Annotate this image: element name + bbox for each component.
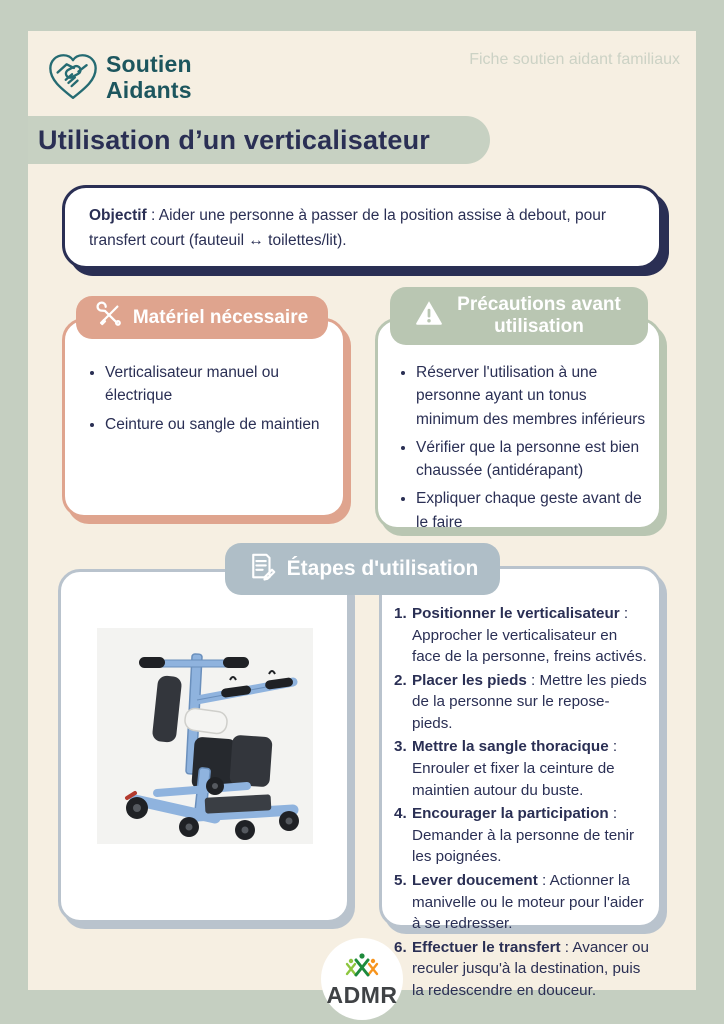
steps-list: [394, 603, 649, 1001]
list-item: • Vérifier que la personne est bien chaussée (antidérapant): [416, 436, 647, 483]
step-item: 4. Encourager la participation : Demander à la personne de tenir les poignées.: [394, 805, 635, 866]
header-note: Fiche soutien aidant familiaux: [469, 51, 680, 68]
precautions-header: [390, 287, 648, 345]
document-pencil-icon: [247, 551, 277, 587]
objective-label: Objectif: [89, 207, 147, 224]
step-item: 6. Effectuer le transfert : Avancer ou reculer jusqu'à la destination, puis la redescendre en douceur.: [394, 938, 649, 999]
brand-logo: [44, 48, 192, 106]
list-item: • Verticalisateur manuel ou électrique: [105, 361, 327, 408]
heart-handshake-icon: [44, 48, 102, 106]
admr-wordmark: ADMR: [326, 981, 398, 1008]
materiel-card: [62, 318, 346, 518]
admr-logo: [321, 938, 403, 1020]
materiel-header: [76, 296, 328, 339]
page-title: Utilisation d’un verticalisateur: [38, 124, 430, 155]
list-item: • Expliquer chaque geste avant de le faire: [416, 487, 647, 534]
list-item: • Réserver l'utilisation à une personne ayant un tonus minimum des membres inférieurs: [416, 361, 647, 431]
list-item: • Ceinture ou sangle de maintien: [105, 413, 327, 436]
precautions-title: Précautions avant utilisation: [457, 294, 621, 337]
admr-people-icon: [339, 952, 385, 983]
materiel-title: Matériel nécessaire: [132, 306, 309, 328]
step-item: 1. Positionner le verticalisateur : Approcher le verticalisateur en face de la personne, freins activés.: [394, 605, 647, 666]
tools-icon: [96, 301, 123, 334]
objective-text: : Aider une personne à passer de la position assise à debout, pour transfert court (fauteuil ↔ toilettes/lit).: [89, 207, 606, 249]
steps-card: [379, 566, 662, 999]
title-banner: [28, 116, 490, 164]
warning-triangle-icon: [414, 298, 444, 334]
precautions-card: [375, 318, 662, 530]
etapes-header: [225, 543, 500, 595]
step-item: 3. Mettre la sangle thoracique : Enrouler et fixer la ceinture de maintien autour du buste.: [394, 738, 618, 799]
verticalisateur-image: [97, 628, 313, 844]
materiel-list: [85, 361, 327, 436]
step-item: 2. Placer les pieds : Mettre les pieds de la personne sur le repose-pieds.: [394, 671, 647, 732]
step-item: 5. Lever doucement : Actionner la manivelle ou le moteur pour l'aider à se redresser.: [394, 871, 644, 933]
device-image-card: [58, 569, 350, 923]
objective-box: [62, 185, 662, 269]
brand-name: Soutien Aidants: [106, 51, 192, 103]
fiche-sheet: [28, 31, 696, 1008]
precautions-list: [396, 361, 647, 534]
etapes-title: Étapes d'utilisation: [286, 557, 479, 580]
